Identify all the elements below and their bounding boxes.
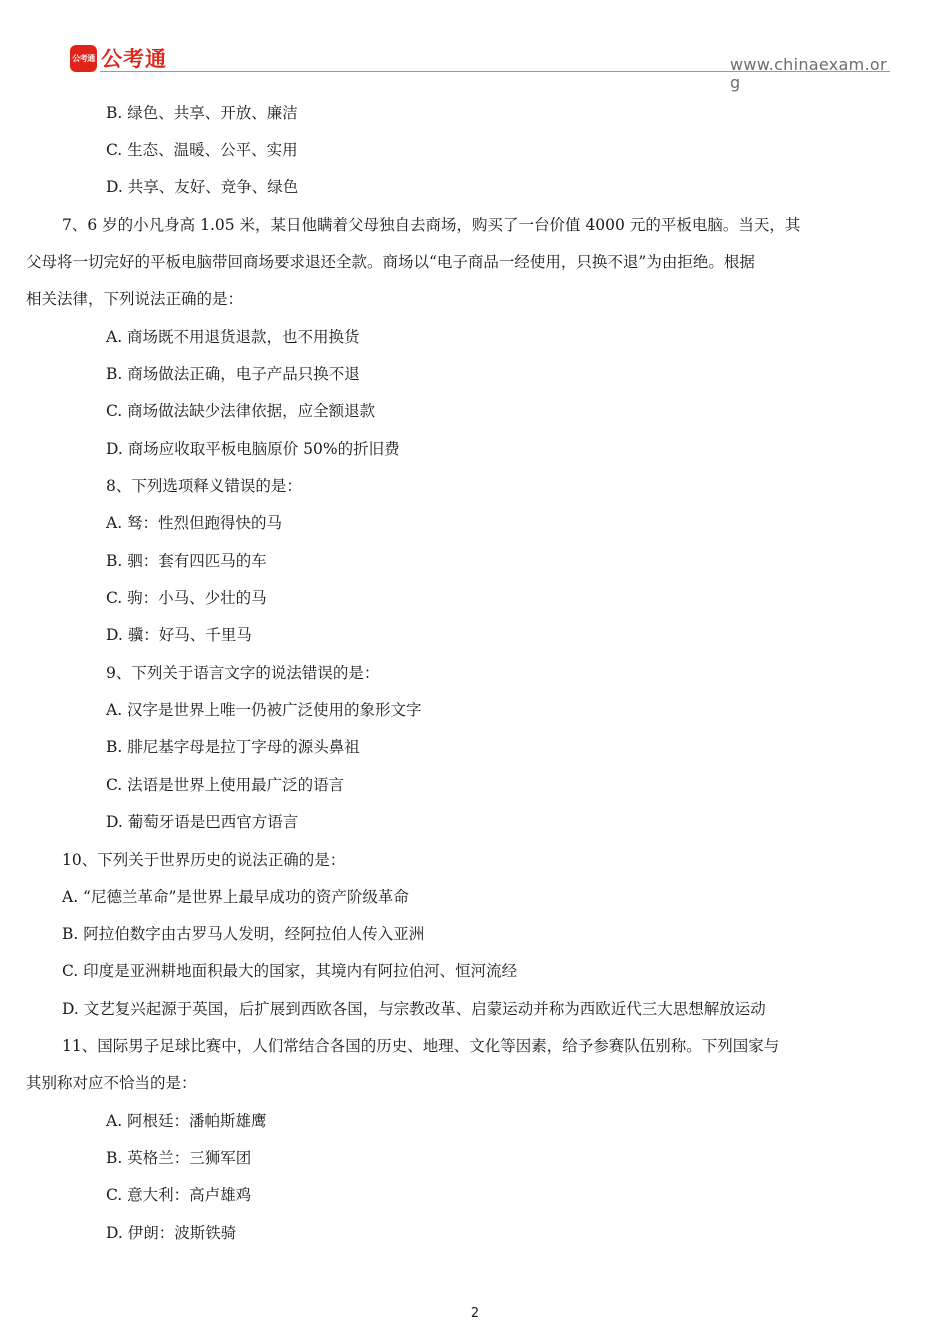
page-number: 2 [470,1306,480,1321]
q8-option-a: A. 驽：性烈但跑得快的马 [106,514,283,532]
q7-stem-line-3: 相关法律，下列说法正确的是： [26,290,244,308]
q11-stem-line-2: 其别称对应不恰当的是： [26,1074,197,1092]
q11-option-b: B. 英格兰：三狮军团 [106,1149,252,1167]
q7-option-a: A. 商场既不用退货退款，也不用换货 [106,328,360,346]
q8-option-b: B. 驷：套有四匹马的车 [106,552,267,570]
header-logo [70,44,167,72]
q10-option-a: A. “尼德兰革命”是世界上最早成功的资产阶级革命 [62,888,409,906]
q10-option-c: C. 印度是亚洲耕地面积最大的国家，其境内有阿拉伯河、恒河流经 [62,962,518,980]
q6-option-b: B. 绿色、共享、开放、廉洁 [106,104,298,122]
q10-stem: 10、下列关于世界历史的说法正确的是： [62,851,346,869]
q7-option-c: C. 商场做法缺少法律依据，应全额退款 [106,402,376,420]
q7-stem-line-1: 7、6 岁的小凡身高 1.05 米，某日他瞒着父母独自去商场，购买了一台价值 4000 元的平板电脑。当天，其 [62,216,801,234]
q11-option-d: D. 伊朗：波斯铁骑 [106,1224,237,1242]
q9-option-d: D. 葡萄牙语是巴西官方语言 [106,813,299,831]
q10-option-b: B. 阿拉伯数字由古罗马人发明，经阿拉伯人传入亚洲 [62,925,425,943]
q6-option-d: D. 共享、友好、竞争、绿色 [106,178,299,196]
q7-option-d: D. 商场应收取平板电脑原价 50%的折旧费 [106,440,400,458]
q11-option-c: C. 意大利：高卢雄鸡 [106,1186,252,1204]
q8-stem: 8、下列选项释义错误的是： [106,477,302,495]
q7-option-b: B. 商场做法正确，电子产品只换不退 [106,365,360,383]
logo-badge-icon: 公考通 [70,45,97,72]
q11-option-a: A. 阿根廷：潘帕斯雄鹰 [106,1112,267,1130]
logo-text: 公考通 [101,47,167,71]
q8-option-d: D. 骥：好马、千里马 [106,626,252,644]
q9-stem: 9、下列关于语言文字的说法错误的是： [106,664,380,682]
q10-option-d: D. 文艺复兴起源于英国，后扩展到西欧各国，与宗教改革、启蒙运动并称为西欧近代三大思想解放运动 [62,1000,766,1018]
q9-option-b: B. 腓尼基字母是拉丁字母的源头鼻祖 [106,738,360,756]
q6-option-c: C. 生态、温暖、公平、实用 [106,141,298,159]
q9-option-a: A. 汉字是世界上唯一仍被广泛使用的象形文字 [106,701,422,719]
q11-stem-line-1: 11、国际男子足球比赛中，人们常结合各国的历史、地理、文化等因素，给予参赛队伍别称。下列国家与 [62,1037,780,1055]
site-url: www.chinaexam.org [730,55,887,92]
q7-stem-line-2: 父母将一切完好的平板电脑带回商场要求退还全款。商场以“电子商品一经使用，只换不退”为由拒绝。根据 [26,253,755,271]
q9-option-c: C. 法语是世界上使用最广泛的语言 [106,776,345,794]
q8-option-c: C. 驹：小马、少壮的马 [106,589,267,607]
